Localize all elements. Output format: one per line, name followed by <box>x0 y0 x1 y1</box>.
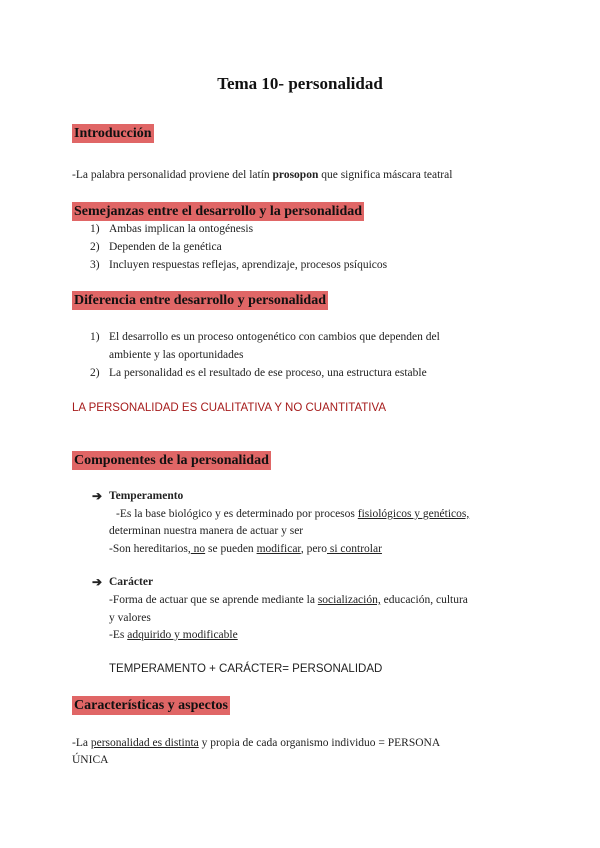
temperamento-label: Temperamento <box>109 490 184 502</box>
list-item-continuation: ambiente y las oportunidades <box>109 349 244 361</box>
list-item: Ambas implican la ontogénesis <box>109 223 254 235</box>
caracter-line-1 <box>109 591 468 609</box>
temperamento-line-2: determinan nuestra manera de actuar y ser <box>109 525 304 537</box>
caracteristicas-line-1 <box>72 734 440 752</box>
temperamento-line-1 <box>116 505 469 523</box>
heading-semejanzas: Semejanzas entre el desarrollo y la personalidad <box>74 204 363 219</box>
formula: TEMPERAMENTO + CARÁCTER= PERSONALIDAD <box>109 663 383 675</box>
heading-caracteristicas: Características y aspectos <box>74 698 228 713</box>
temperamento-line-3 <box>109 540 382 558</box>
caracter-label: Carácter <box>109 576 154 588</box>
list-item: Incluyen respuestas reflejas, aprendizaje, procesos psíquicos <box>109 259 388 271</box>
intro-line-pre: -La palabra personalidad proviene del latín <box>72 169 273 181</box>
right-arrow-icon: ➔ <box>92 489 103 503</box>
list-item: La personalidad es el resultado de ese proceso, una estructura estable <box>109 367 427 379</box>
list-number: 2) <box>90 367 100 379</box>
caracter-line-3 <box>109 626 238 644</box>
page-title: Tema 10- personalidad <box>217 74 383 93</box>
temperamento-l3-u2: modificar <box>256 543 301 555</box>
temperamento-l3-u1: no <box>190 543 206 555</box>
temperamento-l1-pre: -Es la base biológico y es determinado por procesos <box>116 508 358 520</box>
caracteristicas-l1-underlined: personalidad es distinta <box>90 737 199 749</box>
temperamento-l1-underlined: fisiológicos y genéticos, <box>357 508 470 520</box>
heading-diferencia: Diferencia entre desarrollo y personalidad <box>74 293 326 308</box>
list-number: 1) <box>90 331 100 343</box>
list-item: Dependen de la genética <box>109 241 222 253</box>
caracter-l1-post: educación, cultura <box>380 594 468 606</box>
caracter-l1-pre: -Forma de actuar que se aprende mediante la <box>109 594 318 606</box>
temperamento-l3-pre: -Son hereditarios, <box>109 543 191 555</box>
intro-line-post: que significa máscara teatral <box>318 169 453 181</box>
list-item: El desarrollo es un proceso ontogenético con cambios que dependen del <box>109 331 440 343</box>
list-number: 1) <box>90 223 100 235</box>
caracteristicas-line-2: ÚNICA <box>72 754 109 766</box>
list-number: 3) <box>90 259 100 271</box>
right-arrow-icon: ➔ <box>92 575 103 589</box>
temperamento-l3-mid2: , pero <box>300 543 327 555</box>
temperamento-l3-mid: se pueden <box>205 543 257 555</box>
caracteristicas-l1-post: y propia de cada organismo individuo = PERSONA <box>198 737 441 749</box>
heading-componentes: Componentes de la personalidad <box>74 453 269 468</box>
caracteristicas-l1-pre: -La <box>72 737 91 749</box>
caracter-l3-pre: -Es <box>109 629 128 641</box>
heading-introduccion: Introducción <box>74 126 152 141</box>
intro-line-bold: prosopon <box>272 169 319 181</box>
caracter-line-2: y valores <box>109 612 151 624</box>
caracter-l1-underlined: socialización, <box>317 594 381 606</box>
temperamento-l3-u3: si controlar <box>327 543 382 555</box>
list-number: 2) <box>90 241 100 253</box>
note-cualitativa: LA PERSONALIDAD ES CUALITATIVA Y NO CUANTITATIVA <box>72 402 386 414</box>
intro-line <box>72 166 452 184</box>
caracter-l3-underlined: adquirido y modificable <box>127 629 238 641</box>
